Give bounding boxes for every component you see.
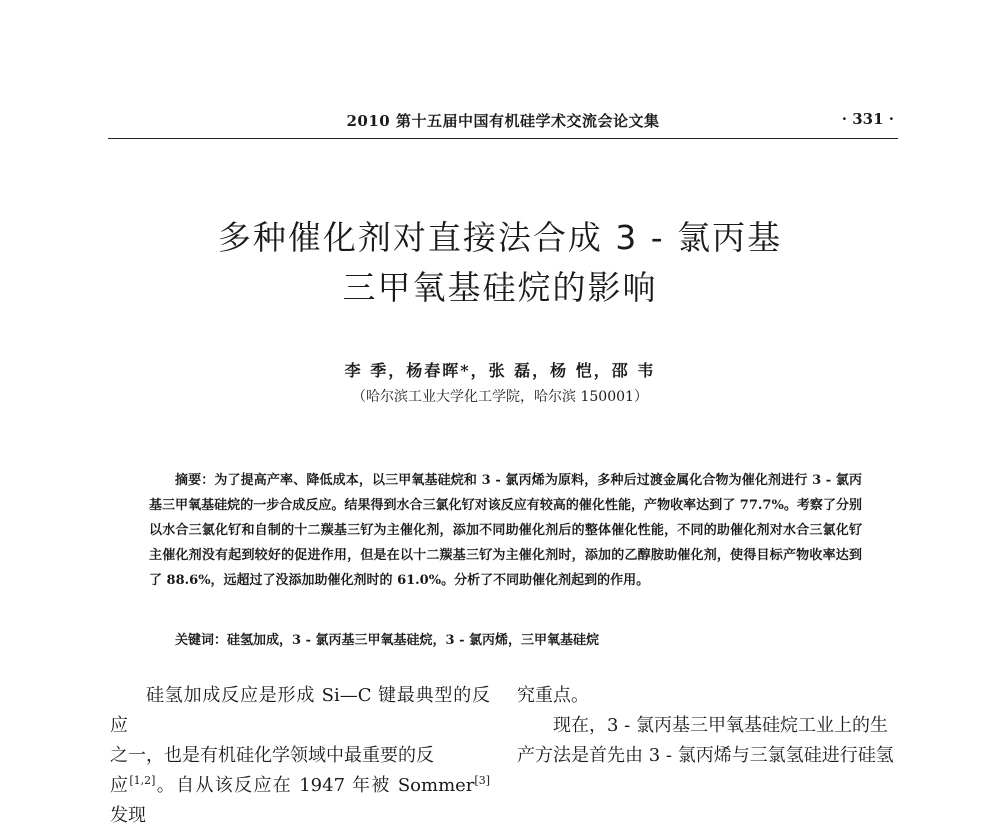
keywords-text: 硅氢加成，3 - 氯丙基三甲氧基硅烷，3 - 氯丙烯，三甲氧基硅烷 xyxy=(227,633,600,648)
header-rule xyxy=(108,138,898,139)
body-line: 硅氢加成反应是形成 Si—C 键最典型的反应 xyxy=(110,685,490,736)
abstract xyxy=(149,468,862,593)
keywords-label: 关键词： xyxy=(175,633,228,648)
abstract-label: 摘要： xyxy=(175,473,215,488)
body-line: 之一，也是有机硅化学领域中最重要的反 xyxy=(110,745,434,766)
abstract-text: 为了提高产率、降低成本，以三甲氧基硅烷和 3 - 氯丙烯为原料，多种后过渡金属化合物为催化剂进行 3 - 氯丙基三甲氧基硅烷的一步合成反应。结果得到水合三氯化钌对该反应有较高的催化性能，产物收率达到了 77.7%。考察了分别以水合三氯化钌和自制的十二羰基三钌为主催化剂，添加不同助催化剂后的整体催化性能，不同的助催化剂对水合三氯化钌主催化剂没有起到较好的促进作用，但是在以十二羰基三钌为主催化剂时，添加的乙醇胺助催化剂，使得目标产物收率达到了 88.6%，远超过了没添加助催化剂时的 61.0%。分析了不同助催化剂起到的作用。 xyxy=(149,473,862,588)
citation-ref: [1,2] xyxy=(129,774,156,787)
body-line: 现在，3 - 氯丙基三甲氧基硅烷工业上的生 xyxy=(553,715,888,736)
body-column-left xyxy=(110,681,490,831)
running-header xyxy=(108,104,898,132)
body-line: 应[1,2]。自从该反应在 1947 年被 Sommer[3] 发现 xyxy=(110,774,490,826)
citation-ref: [3] xyxy=(474,774,490,787)
paper-title-line-2: 三甲氧基硅烷的影响 xyxy=(342,268,658,307)
paper-title-line-1: 多种催化剂对直接法合成 3 - 氯丙基 xyxy=(217,218,783,257)
affiliation: （哈尔滨工业大学化工学院，哈尔滨 150001） xyxy=(352,389,648,405)
keywords xyxy=(175,629,865,648)
running-title: 2010 第十五届中国有机硅学术交流会论文集 xyxy=(346,112,660,130)
body-line: 产方法是首先由 3 - 氯丙烯与三氯氢硅进行硅氢 xyxy=(517,745,894,766)
page-number: · 331 · xyxy=(841,110,894,128)
body-column-right xyxy=(517,681,897,771)
body-line: 究重点。 xyxy=(517,685,589,706)
author-list: 李 季，杨春晖*，张 磊，杨 恺，邵 韦 xyxy=(344,361,656,380)
